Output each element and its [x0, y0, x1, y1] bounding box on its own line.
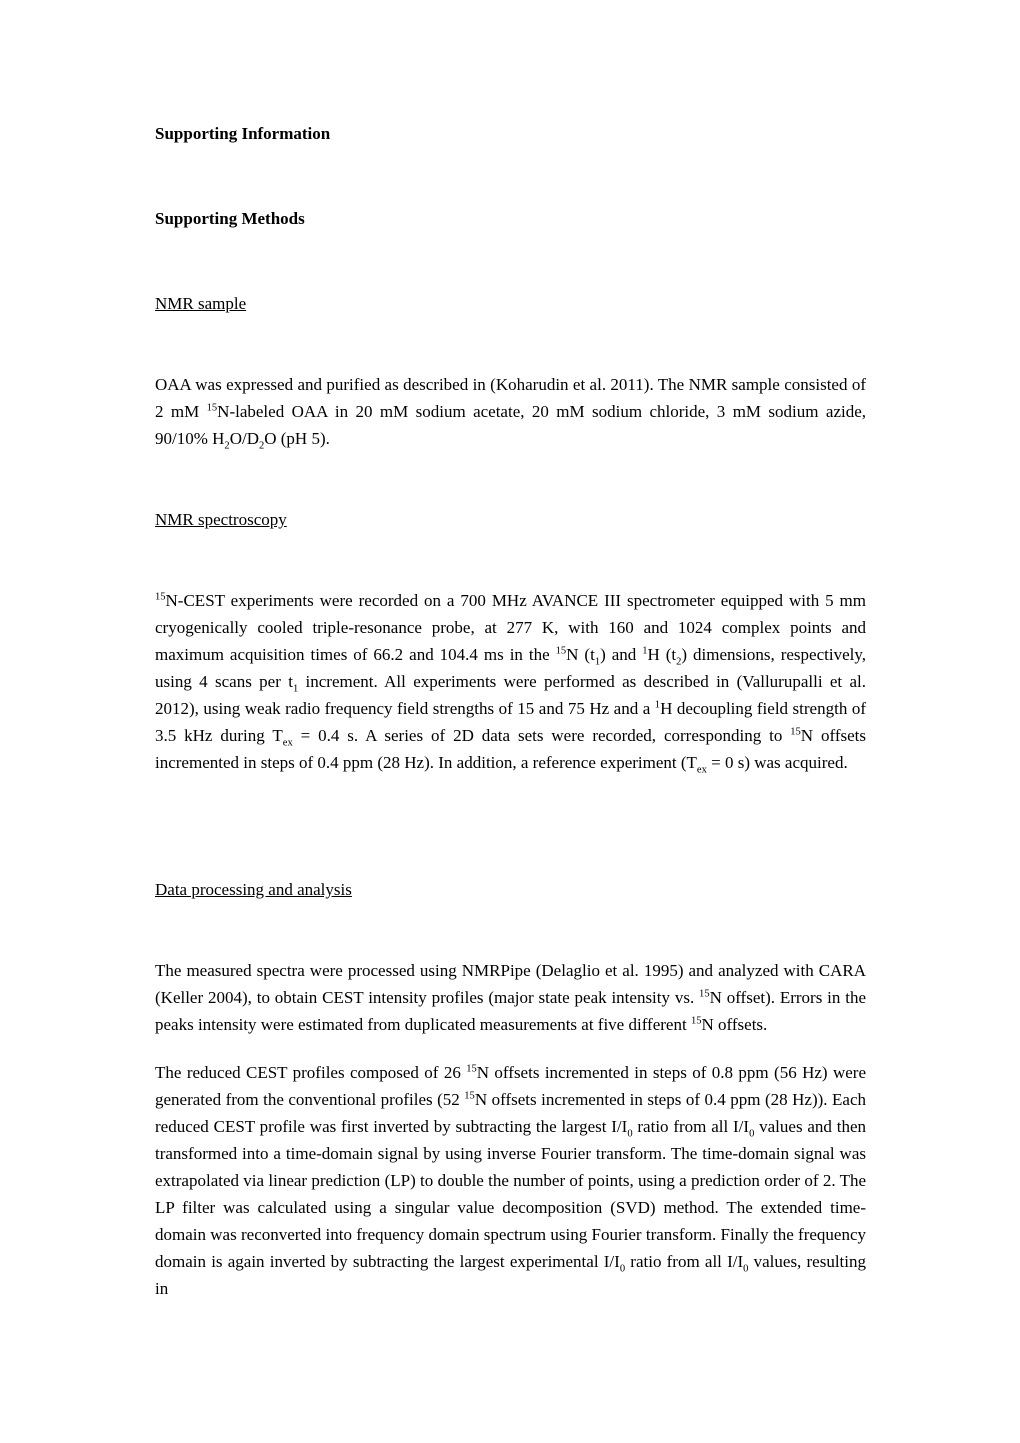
section-heading-data-processing: Data processing and analysis	[155, 880, 352, 899]
paragraph-nmr-sample: OAA was expressed and purified as described in (Koharudin et al. 2011). The NMR sample consisted of 2 mM $^{15}$N-labeled OAA in 20 mM sodium acetate, 20 mM sodium chloride, 3 mM sodium azide, 90/10% $H_2O/D_2O$ (pH 5).	[155, 375, 867, 452]
section-heading-nmr-sample: NMR sample	[155, 294, 247, 313]
paragraph-nmr-spectroscopy: $^{15}$N-CEST experiments were recorded on a 700 MHz AVANCE III spectrometer equipped with 5 mm cryogenically cooled triple-resonance probe, at 277 K, with 160 and 1024 complex points and maximum acquisition times of 66.2 and 104.4 ms in the $^{15}$N $(t_1)$ and $^1$H $(t_2)$ dimensions, respectively, using 4 scans per $t_1$ increment. All experiments were performed as described in (Vallurupalli et al. 2012), using weak radio frequency field strengths of 15 and 75 Hz and a $^1$H decoupling field strength of 3.5 kHz during $T_{ex} = 0.4$ s. A series of 2D data sets were recorded, corresponding to $^{15}$N offsets incremented in steps of 0.4 ppm (28 Hz). In addition, a reference experiment ($T_{ex} = 0$ s) was acquired.	[155, 591, 867, 776]
section-heading-nmr-spectroscopy: NMR spectroscopy	[155, 510, 287, 529]
heading-supporting-information: Supporting Information	[155, 124, 331, 143]
paragraph-data-processing-2: The reduced CEST profiles composed of 26 $^{15}$N offsets incremented in steps of 0.8 ppm (56 Hz) were generated from the conventional profiles (52 $^{15}$N offsets incremented in steps of 0.4 ppm (28 Hz)). Each reduced CEST profile was first inverted by subtracting the largest $I/I_0$ ratio from all $I/I_0$ values and then transformed into a time-domain signal by using inverse Fourier transform. The time-domain signal was extrapolated via linear prediction (LP) to double the number of points, using a prediction order of 2. The LP filter was calculated using a singular value decomposition (SVD) method. The extended time-domain was reconverted into frequency domain spectrum using Fourier transform. Finally the frequency domain is again inverted by subtracting the largest experimental $I/I_0$ ratio from all $I/I_0$ values, resulting in	[155, 1063, 867, 1298]
paragraph-data-processing-1: The measured spectra were processed using NMRPipe (Delaglio et al. 1995) and analyzed with CARA (Keller 2004), to obtain CEST intensity profiles (major state peak intensity vs. $^{15}$N offset). Errors in the peaks intensity were estimated from duplicated measurements at five different $^{15}$N offsets.	[155, 961, 866, 1034]
heading-supporting-methods: Supporting Methods	[155, 209, 305, 228]
